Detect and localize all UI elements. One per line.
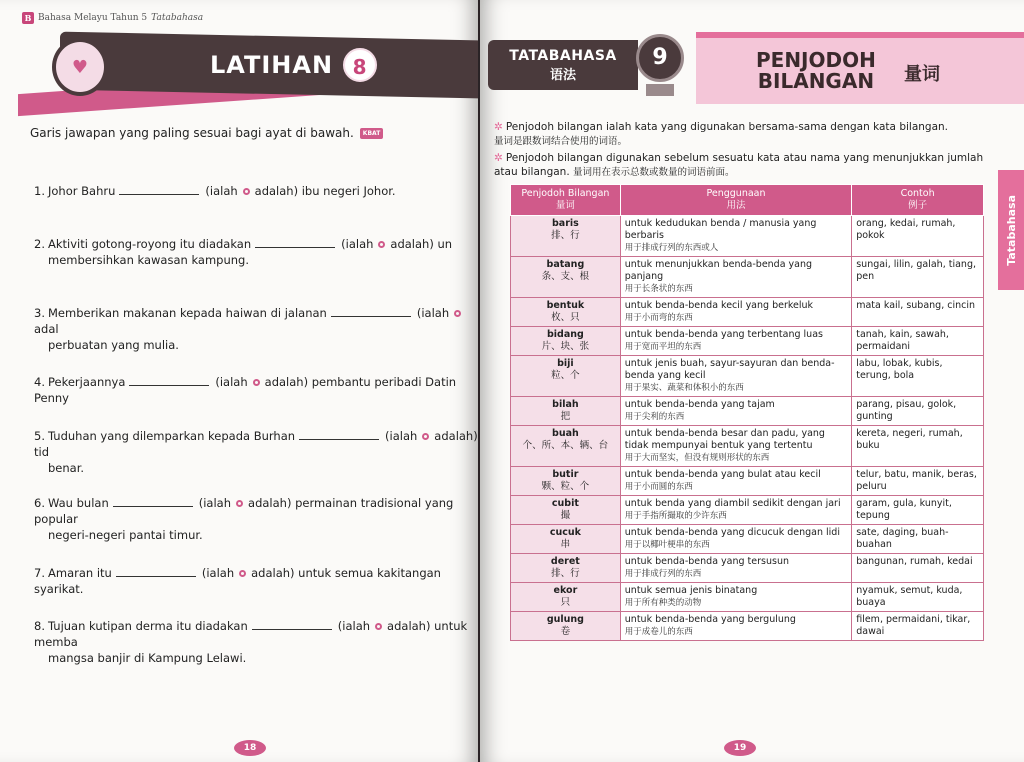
cell-penjodoh: biji 粒、个 — [511, 356, 621, 397]
question-number: 5. — [34, 429, 45, 443]
question-continuation: perbuatan yang mulia. — [48, 338, 179, 352]
note-2-cn: 量词用在表示总数或数量的词语前面。 — [573, 167, 735, 178]
running-head — [22, 12, 203, 24]
table-row — [511, 612, 984, 641]
cell-penggunaan: untuk menunjukkan benda-benda yang panjang 用于长条状的东西 — [620, 257, 851, 298]
option-ialah[interactable]: (ialah — [205, 184, 238, 198]
answer-blank[interactable] — [299, 439, 379, 440]
question-number: 1. — [34, 184, 45, 198]
lesson-title-line1: PENJODOH — [756, 48, 876, 72]
answer-blank[interactable] — [255, 247, 335, 248]
question-text: Aktiviti gotong-royong itu diadakan — [48, 237, 252, 251]
cell-contoh: bangunan, rumah, kedai — [852, 554, 984, 583]
separator-dot-icon — [375, 623, 382, 630]
page-number: 19 — [724, 740, 756, 756]
cell-contoh: sungai, lilin, galah, tiang, pen — [852, 257, 984, 298]
table-row — [511, 525, 984, 554]
book-logo-icon: B — [22, 12, 34, 24]
option-ialah[interactable]: (ialah — [341, 237, 374, 251]
cell-penjodoh: baris 排、行 — [511, 216, 621, 257]
separator-dot-icon — [239, 570, 246, 577]
cell-penggunaan: untuk benda-benda yang tajam 用于尖利的东西 — [620, 397, 851, 426]
cell-penggunaan: untuk benda-benda besar dan padu, yang tidak mempunyai bentuk yang tertentu 用于大而坚实，但没有规则形状的东西 — [620, 426, 851, 467]
table-row — [511, 583, 984, 612]
lesson-title — [756, 50, 876, 92]
option-ialah[interactable]: (ialah — [198, 496, 232, 510]
separator-dot-icon — [378, 241, 385, 248]
question-item — [34, 428, 478, 476]
cell-contoh: telur, batu, manik, beras, peluru — [852, 467, 984, 496]
question-text: Tujuan kutipan derma itu diadakan — [48, 619, 248, 633]
question-item — [34, 374, 478, 406]
table-row — [511, 327, 984, 356]
tatabahasa-label-en: TATABAHASA — [509, 48, 617, 64]
note-1-cn: 量词是跟数词结合使用的词语。 — [494, 136, 628, 147]
separator-dot-icon — [253, 379, 260, 386]
section-name: Tatabahasa — [151, 13, 204, 23]
cell-penggunaan: untuk benda-benda yang dicucuk dengan lidi 用于以椰叶梗串的东西 — [620, 525, 851, 554]
question-continuation: mangsa banjir di Kampung Lelawi. — [48, 651, 247, 665]
medal-icon: ♥ — [52, 38, 108, 96]
question-continuation: membersihkan kawasan kampung. — [48, 253, 249, 267]
right-page — [480, 0, 1024, 762]
answer-blank[interactable] — [129, 385, 209, 386]
instruction — [30, 126, 383, 140]
cell-penggunaan: untuk benda-benda yang bergulung 用于成卷儿的东西 — [620, 612, 851, 641]
cell-penggunaan: untuk jenis buah, sayur-sayuran dan benda-benda yang kecil 用于果实、蔬菜和体积小的东西 — [620, 356, 851, 397]
question-text: Johor Bahru — [48, 184, 116, 198]
side-tab — [998, 170, 1024, 290]
option-ialah[interactable]: (ialah — [337, 619, 371, 633]
cell-contoh: garam, gula, kunyit, tepung — [852, 496, 984, 525]
option-ialah[interactable]: (ialah — [385, 429, 418, 443]
kbat-badge: KBAT — [360, 128, 384, 139]
cell-penjodoh: bidang 片、块、张 — [511, 327, 621, 356]
table-row — [511, 356, 984, 397]
question-text: Tuduhan yang dilemparkan kepada Burhan — [48, 429, 296, 443]
cell-penjodoh: bentuk 枚、只 — [511, 298, 621, 327]
question-text: Pekerjaannya — [48, 375, 126, 389]
note-1-en: Penjodoh bilangan ialah kata yang digunakan bersama-sama dengan kata bilangan. — [505, 121, 948, 133]
trophy-base — [646, 84, 674, 96]
table-row — [511, 554, 984, 583]
header-contoh: Contoh 例子 — [852, 185, 984, 216]
table-row — [511, 257, 984, 298]
question-item — [34, 495, 478, 543]
question-number: 7. — [34, 566, 45, 580]
table-row — [511, 467, 984, 496]
option-adalah[interactable]: adalah) untuk memba — [34, 619, 468, 649]
side-tab-label: Tatabahasa — [1004, 194, 1018, 266]
question-item — [34, 618, 478, 666]
table-row — [511, 216, 984, 257]
table-header-row — [511, 185, 984, 216]
question-continuation: negeri-negeri pantai timur. — [48, 528, 203, 542]
question-number: 4. — [34, 375, 45, 389]
question-number: 3. — [34, 306, 45, 320]
cell-contoh: filem, permaidani, tikar, dawai — [852, 612, 984, 641]
tatabahasa-label-cn: 语法 — [549, 68, 576, 83]
table-row — [511, 298, 984, 327]
separator-dot-icon — [454, 310, 461, 317]
separator-dot-icon — [236, 500, 243, 507]
table-body — [511, 216, 984, 641]
lesson-title-line2: BILANGAN — [757, 69, 875, 93]
cell-contoh: labu, lobak, kubis, terung, bola — [852, 356, 984, 397]
option-ialah[interactable]: (ialah — [201, 566, 235, 580]
question-continuation: benar. — [48, 461, 85, 475]
question-item — [34, 565, 478, 597]
question-item — [34, 236, 478, 268]
answer-blank[interactable] — [331, 316, 411, 317]
latihan-title — [210, 48, 377, 82]
cell-penggunaan: untuk benda-benda yang bulat atau kecil 用于小而圆的东西 — [620, 467, 851, 496]
cell-penggunaan: untuk semua jenis binatang 用于所有种类的动物 — [620, 583, 851, 612]
option-adalah[interactable]: adalah) permainan tradisional yang popular — [34, 496, 454, 526]
lesson-title-cn: 量词 — [904, 64, 940, 85]
option-ialah[interactable]: (ialah — [416, 306, 450, 320]
question-text: Memberikan makanan kepada haiwan di jalanan — [48, 306, 327, 320]
cell-contoh: nyamuk, semut, kuda, buaya — [852, 583, 984, 612]
latihan-label: LATIHAN — [210, 51, 334, 79]
header-penggunaan: Penggunaan 用法 — [620, 185, 851, 216]
cell-penjodoh: ekor 只 — [511, 583, 621, 612]
cell-penjodoh: cucuk 串 — [511, 525, 621, 554]
question-text: Amaran itu — [48, 566, 112, 580]
cell-penjodoh: butir 颗、粒、个 — [511, 467, 621, 496]
option-adalah[interactable]: adalah) untuk semua kakitangan syarikat. — [34, 566, 441, 596]
cell-penjodoh: gulung 卷 — [511, 612, 621, 641]
answer-blank[interactable] — [119, 194, 199, 195]
cell-contoh: sate, daging, buah-buahan — [852, 525, 984, 554]
question-item — [34, 183, 478, 199]
cell-contoh: orang, kedai, rumah, pokok — [852, 216, 984, 257]
cell-penjodoh: bilah 把 — [511, 397, 621, 426]
separator-dot-icon — [422, 433, 429, 440]
question-number: 8. — [34, 619, 45, 633]
cell-penggunaan: untuk benda-benda yang tersusun 用于排成行列的东西 — [620, 554, 851, 583]
page-number: 18 — [234, 740, 266, 756]
cell-contoh: kereta, negeri, rumah, buku — [852, 426, 984, 467]
left-page — [0, 0, 478, 762]
table-row — [511, 397, 984, 426]
note-2-en: Penjodoh bilangan digunakan sebelum sesuatu kata atau nama yang menunjukkan jumlah atau bilangan. — [494, 152, 984, 178]
cell-penggunaan: untuk benda-benda kecil yang berkeluk 用于小而弯的东西 — [620, 298, 851, 327]
latihan-number: 8 — [343, 48, 377, 82]
cell-penggunaan: untuk benda yang diambil sedikit dengan jari 用于手指所撮取的少许东西 — [620, 496, 851, 525]
cell-contoh: parang, pisau, golok, gunting — [852, 397, 984, 426]
penjodoh-table — [510, 184, 984, 641]
star-icon: ✲ — [494, 152, 503, 164]
option-adalah[interactable]: adalah) ibu negeri Johor. — [254, 184, 396, 198]
cell-contoh: mata kail, subang, cincin — [852, 298, 984, 327]
cell-penjodoh: batang 条、支、根 — [511, 257, 621, 298]
question-text: Wau bulan — [48, 496, 109, 510]
note-1 — [494, 120, 984, 149]
book-title: Bahasa Melayu Tahun 5 — [38, 13, 148, 23]
note-2 — [494, 151, 984, 180]
option-adalah[interactable]: adal — [34, 322, 59, 336]
cell-penjodoh: deret 排、行 — [511, 554, 621, 583]
question-number: 2. — [34, 237, 45, 251]
cell-penggunaan: untuk benda-benda yang terbentang luas 用于宽而平坦的东西 — [620, 327, 851, 356]
tatabahasa-label — [488, 40, 638, 90]
separator-dot-icon — [243, 188, 250, 195]
option-adalah[interactable]: adalah) un — [390, 237, 453, 251]
answer-blank[interactable] — [113, 506, 193, 507]
table-row — [511, 426, 984, 467]
header-penjodoh: Penjodoh Bilangan 量词 — [511, 185, 621, 216]
table-row — [511, 496, 984, 525]
instruction-text: Garis jawapan yang paling sesuai bagi ayat di bawah. — [30, 126, 354, 140]
cell-penjodoh: buah 个、所、本、辆、台 — [511, 426, 621, 467]
option-ialah[interactable]: (ialah — [215, 375, 248, 389]
question-number: 6. — [34, 496, 45, 510]
cell-penjodoh: cubit 撮 — [511, 496, 621, 525]
question-item — [34, 305, 478, 353]
option-adalah[interactable]: adalah) pembantu peribadi Datin Penny — [34, 375, 457, 405]
answer-blank[interactable] — [116, 576, 196, 577]
cell-contoh: tanah, kain, sawah, permaidani — [852, 327, 984, 356]
lesson-number: 9 — [636, 34, 684, 82]
option-adalah[interactable]: adalah) tid — [34, 429, 478, 459]
star-icon: ✲ — [494, 121, 503, 133]
answer-blank[interactable] — [252, 629, 332, 630]
trophy-icon — [628, 28, 692, 100]
cell-penggunaan: untuk kedudukan benda / manusia yang berbaris 用于排成行列的东西或人 — [620, 216, 851, 257]
